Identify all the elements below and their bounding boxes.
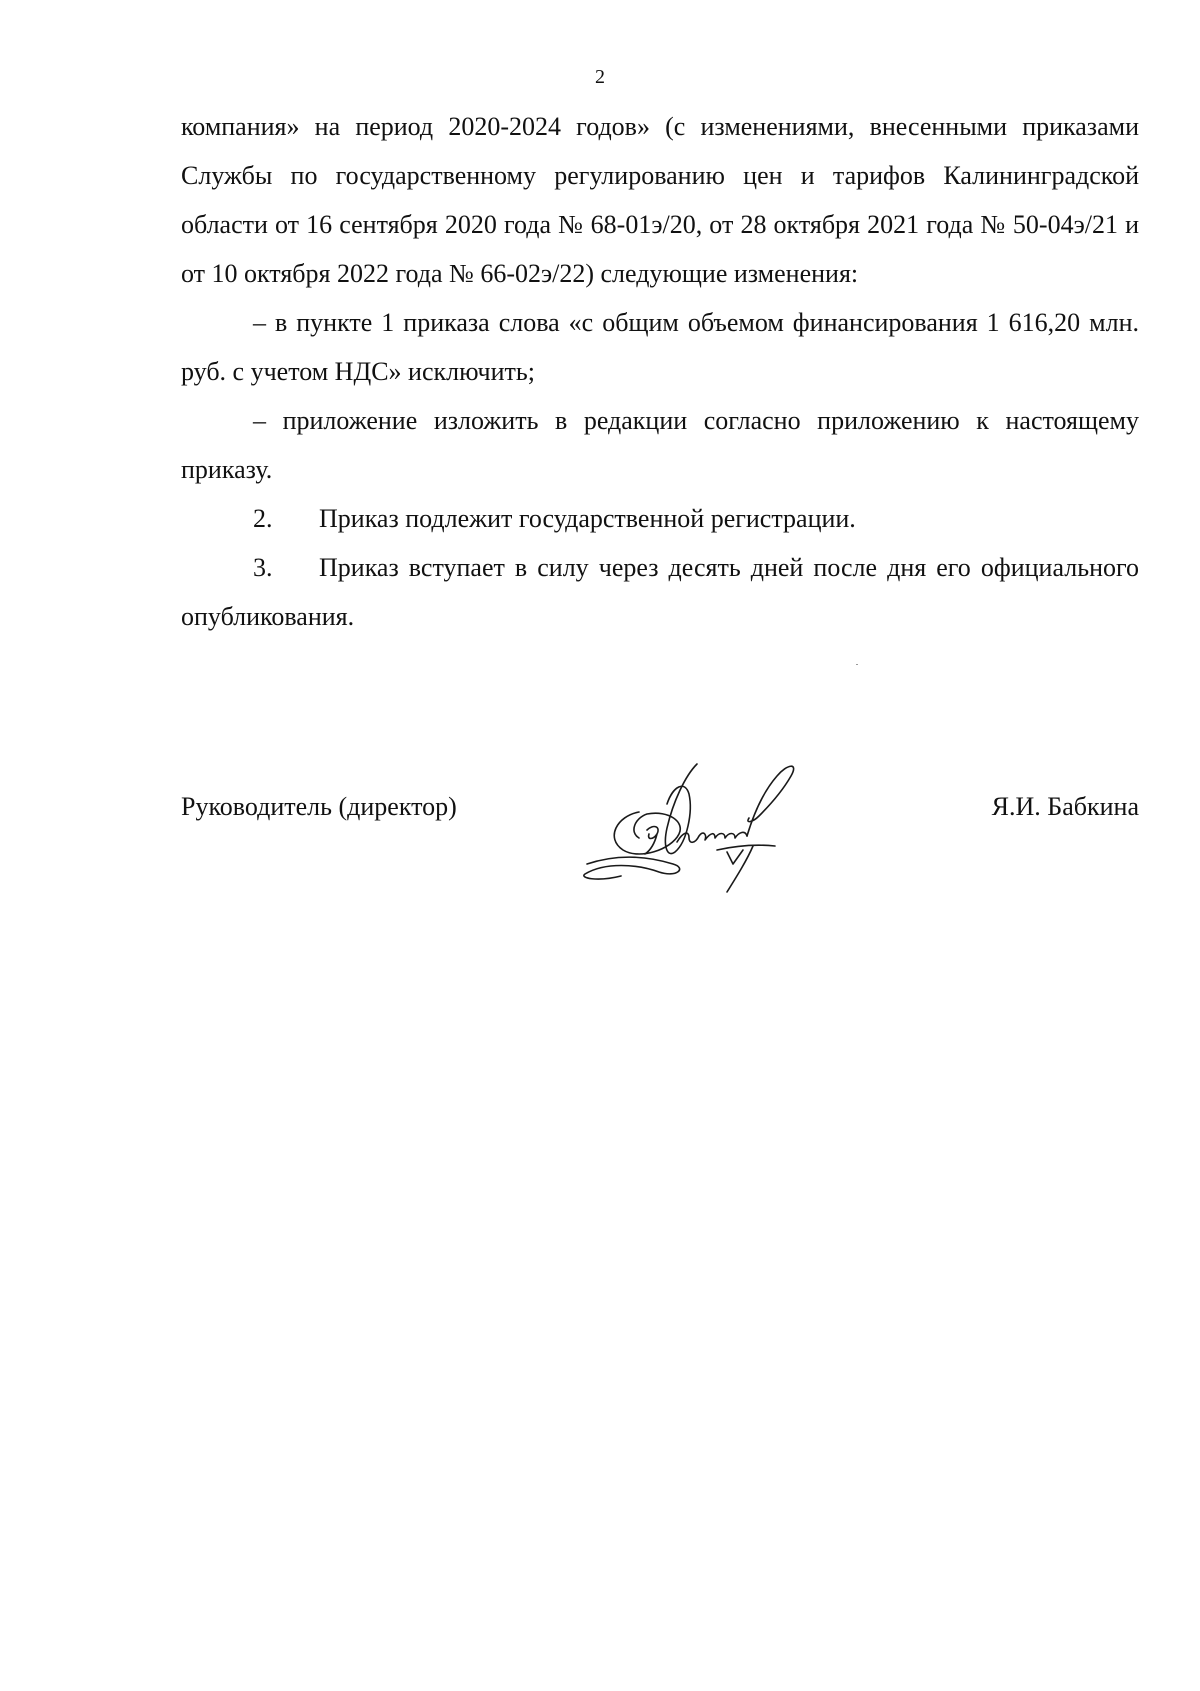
page-number: 2: [595, 66, 605, 88]
item-text: Приказ вступает в силу через десять дней после дня его официального опубликования.: [181, 553, 1139, 631]
signer-position: Руководитель (директор): [181, 792, 457, 821]
numbered-item-3: [181, 543, 1139, 641]
scan-speck: [856, 664, 858, 665]
paragraph-amendment-intro: компания» на период 2020-2024 годов» (с изменениями, внесенными приказами Службы по государственному регулированию цен и тарифов Калининградской области от 16 сентября 2020 года № 68-01э/20, от 28 октября 2021 года № 50-04э/21 и от 10 октября 2022 года № 66-02э/22) следующие изменения:: [181, 112, 1139, 288]
item-number: 2.: [253, 504, 273, 533]
item-text: Приказ подлежит государственной регистрации.: [319, 504, 856, 533]
paragraph-amendment-point-1: – в пункте 1 приказа слова «с общим объемом финансирования 1 616,20 млн. руб. с учетом НДС» исключить;: [181, 308, 1139, 386]
paragraph-amendment-appendix: – приложение изложить в редакции согласно приложению к настоящему приказу.: [181, 406, 1139, 484]
handwritten-signature: [577, 746, 807, 896]
signer-name: Я.И. Бабкина: [991, 792, 1139, 821]
signature-block: [181, 780, 1139, 900]
document-body: [181, 102, 1139, 641]
item-number: 3.: [253, 553, 273, 582]
numbered-item-2: [181, 494, 1139, 543]
